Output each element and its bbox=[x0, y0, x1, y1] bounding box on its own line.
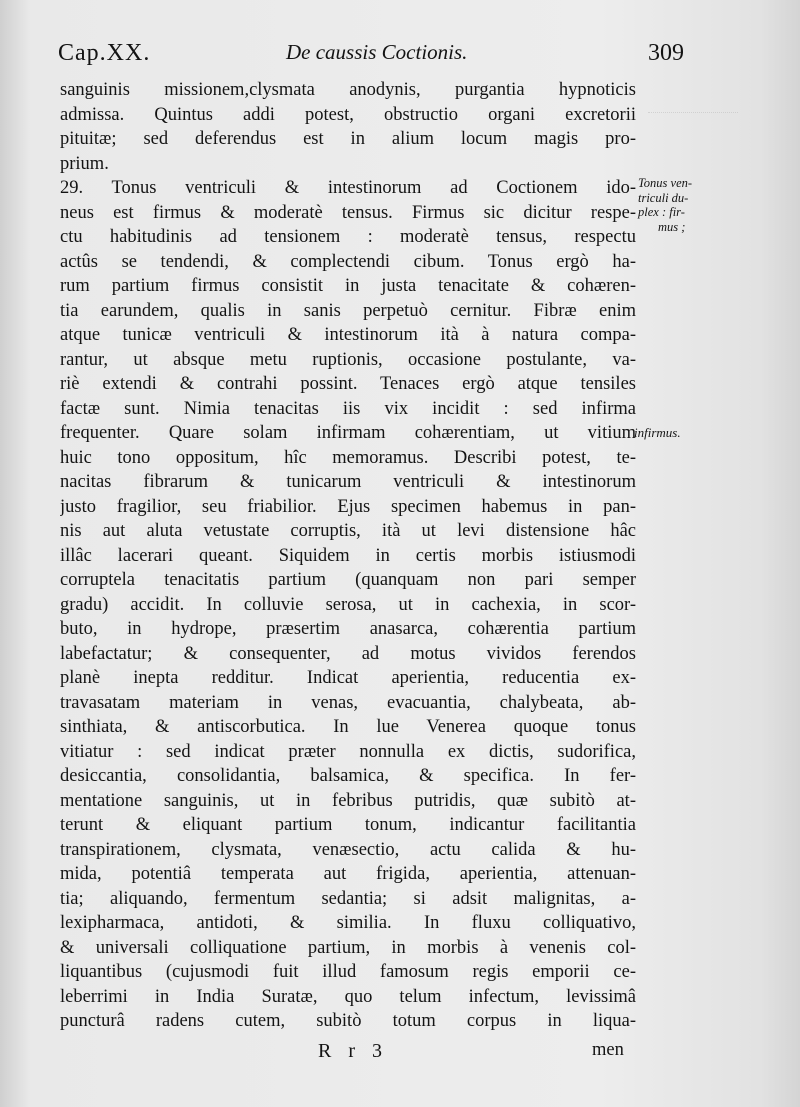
text-line: actûs se tendendi, & complectendi cibum. Tonus ergò ha- bbox=[60, 251, 636, 272]
text-line: justo fragilior, seu friabilior. Ejus specimen habemus in pan- bbox=[60, 496, 636, 517]
text-line: liquantibus (cujusmodi fuit illud famosum regis emporii ce- bbox=[60, 962, 636, 982]
catchword: men bbox=[592, 1040, 624, 1060]
text-line: sanguinis missionem,clysmata anodynis, purgantia hypnoticis bbox=[60, 80, 636, 100]
text-line: 29. Tonus ventriculi & intestinorum ad Coctionem ido- bbox=[60, 178, 636, 198]
text-line: prium. bbox=[60, 153, 109, 174]
margin-note-line: triculi du- bbox=[638, 190, 689, 205]
page-header bbox=[58, 40, 698, 72]
text-line: planè inepta redditur. Indicat aperientia, reducentia ex- bbox=[60, 668, 636, 688]
text-line: buto, in hydrope, præsertim anasarca, cohærentia partium bbox=[60, 619, 636, 639]
text-line: mida, potentiâ temperata aut frigida, aperientia, attenuan- bbox=[60, 864, 636, 884]
running-title: De caussis Coctionis. bbox=[286, 40, 468, 64]
text-line: lexipharmaca, antidoti, & similia. In fluxu colliquativo, bbox=[60, 913, 636, 933]
text-line: rum partium firmus consistit in justa tenacitate & cohæren- bbox=[60, 276, 636, 296]
text-line: corruptela tenacitatis partium (quanquam non pari semper bbox=[60, 570, 636, 590]
text-line: puncturâ radens cutem, subitò totum corpus in liqua- bbox=[60, 1011, 636, 1031]
text-line: pituitæ; sed deferendus est in alium locum magis pro- bbox=[60, 129, 636, 149]
text-line: riè extendi & contrahi possint. Tenaces ergò atque tensiles bbox=[60, 374, 636, 394]
text-line: illâc lacerari queant. Siquidem in certis morbis istiusmodi bbox=[60, 545, 636, 566]
text-line: vitiatur : sed indicat præter nonnulla ex dictis, sudorifica, bbox=[60, 741, 636, 762]
text-line: leberrimi in India Suratæ, quo telum infectum, levissimâ bbox=[60, 986, 636, 1007]
text-line: transpirationem, clysmata, venæsectio, actu calida & hu- bbox=[60, 839, 636, 860]
text-line: mentatione sanguinis, ut in febribus putridis, quæ subitò at- bbox=[60, 790, 636, 811]
margin-note-tonus bbox=[638, 176, 718, 234]
margin-note-infirmus: infirmus. bbox=[634, 425, 681, 440]
text-line: travasatam materiam in venas, evacuantia, chalybeata, ab- bbox=[60, 692, 636, 713]
text-line: admissa. Quintus addi potest, obstructio organi excretorii bbox=[60, 104, 636, 125]
text-line: terunt & eliquant partium tonum, indicantur facilitantia bbox=[60, 815, 636, 835]
text-line: huic tono oppositum, hîc memoramus. Describi potest, te- bbox=[60, 447, 636, 468]
text-line: neus est firmus & moderatè tensus. Firmus sic dicitur respe- bbox=[60, 202, 636, 223]
text-line: nis aut aluta vetustate corruptis, ità ut levi distensione hâc bbox=[60, 521, 636, 541]
text-line: sinthiata, & antiscorbutica. In lue Venerea quoque tonus bbox=[60, 717, 636, 737]
text-line: gradu) accidit. In colluvie serosa, ut in cachexia, in scor- bbox=[60, 594, 636, 615]
margin-note-line: Tonus ven- bbox=[638, 176, 693, 190]
text-line: tia; aliquando, fermentum sedantia; si adsit malignitas, a- bbox=[60, 888, 636, 909]
signature-mark: R r 3 bbox=[318, 1040, 388, 1062]
text-line: atque tunicæ ventriculi & intestinorum ità à natura compa- bbox=[60, 325, 636, 345]
page-number: 309 bbox=[648, 40, 684, 66]
text-line: nacitas fibrarum & tunicarum ventriculi & intestinorum bbox=[60, 472, 636, 492]
text-line: & universali colliquatione partium, in morbis à venenis col- bbox=[60, 937, 636, 958]
text-line: factæ sunt. Nimia tenacitas iis vix incidit : sed infirma bbox=[60, 398, 636, 419]
text-line: frequenter. Quare solam infirmam cohærentiam, ut vitium bbox=[60, 423, 636, 443]
text-line: rantur, ut absque metu ruptionis, occasione postulante, va- bbox=[60, 349, 636, 370]
text-line: desiccantia, consolidantia, balsamica, & specifica. In fer- bbox=[60, 766, 636, 786]
margin-note-line: plex : fir- bbox=[638, 205, 685, 219]
main-text-block bbox=[60, 78, 636, 1034]
text-line: labefactatur; & consequenter, ad motus vividos ferendos bbox=[60, 643, 636, 664]
bleed-through bbox=[648, 112, 738, 173]
text-line: tia earundem, qualis in sanis perpetuò cernitur. Fibræ enim bbox=[60, 300, 636, 321]
chapter-heading: Cap.XX. bbox=[58, 40, 151, 66]
margin-note-line: mus ; bbox=[658, 219, 686, 234]
text-line: ctu habitudinis ad tensionem : moderatè tensus, respectu bbox=[60, 227, 636, 247]
